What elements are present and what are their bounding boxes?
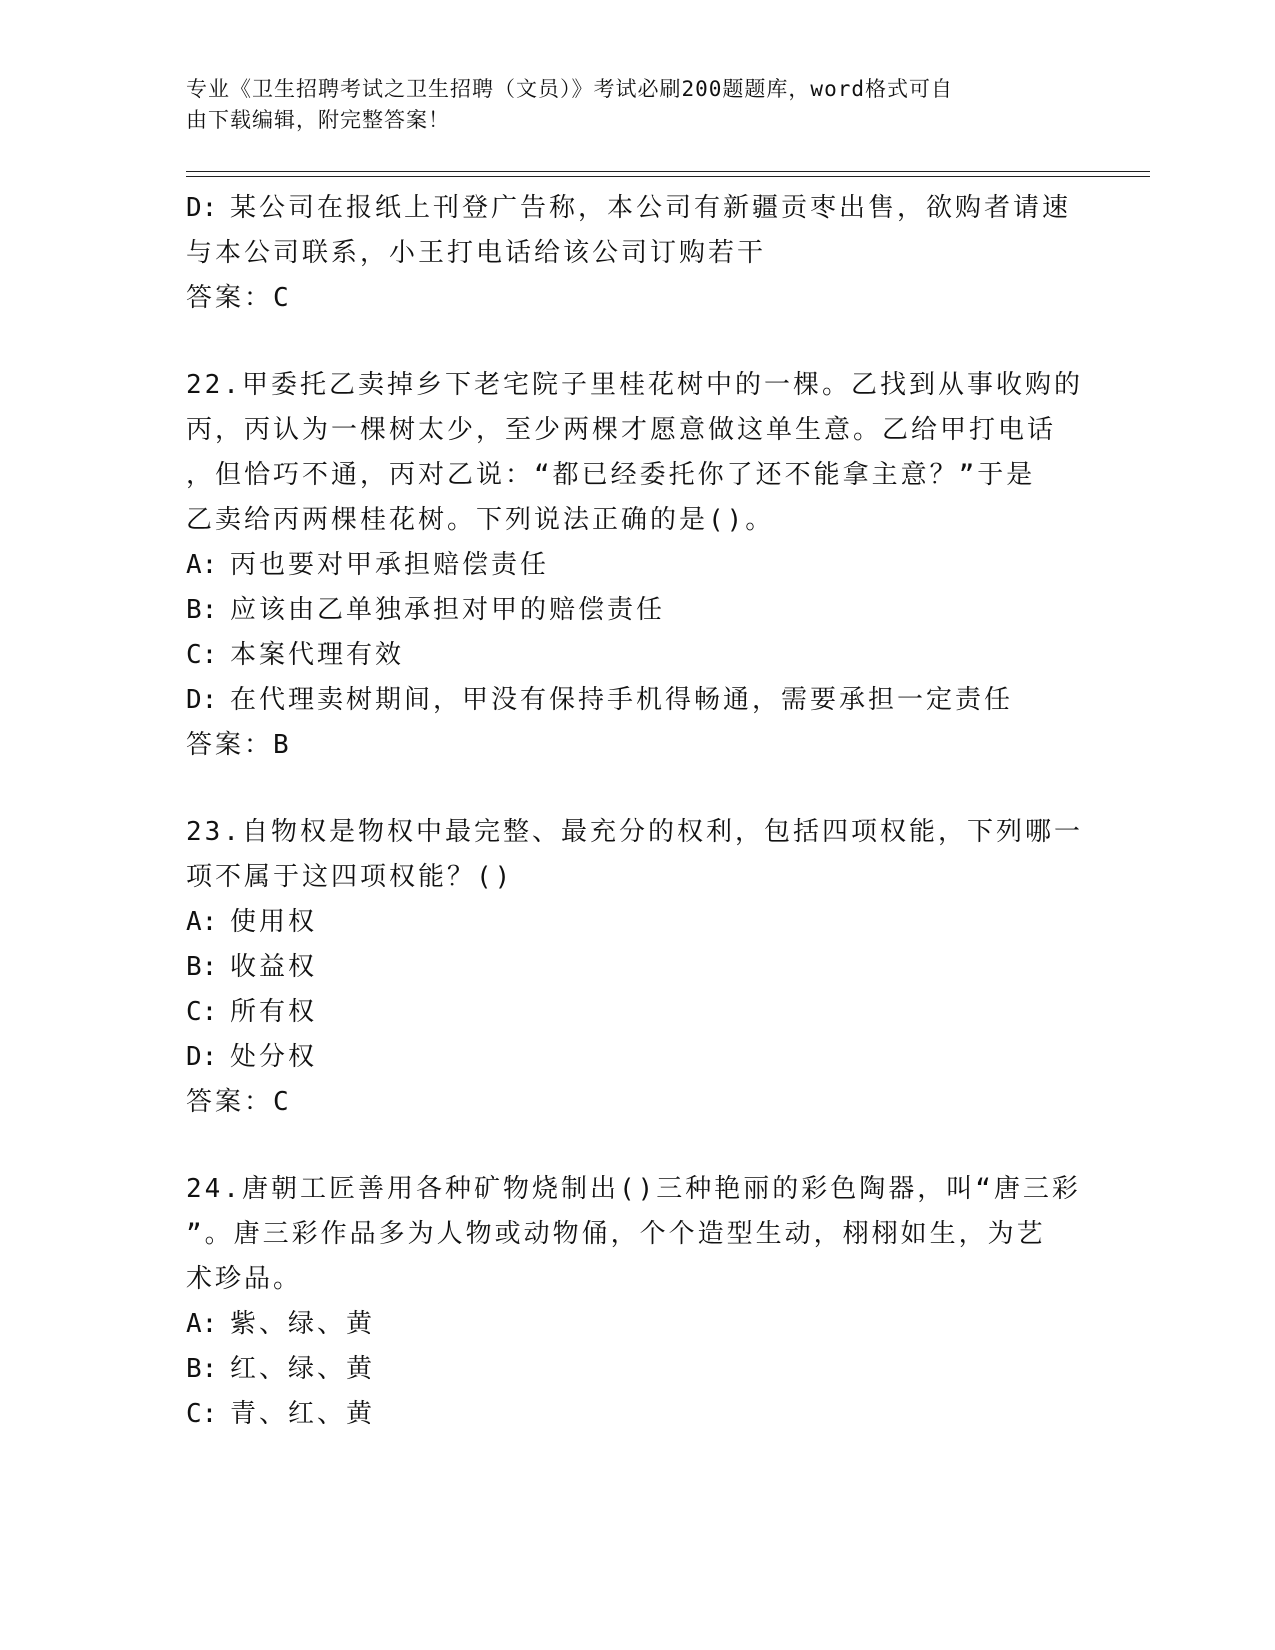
question-23 <box>186 810 1086 1125</box>
header-line-2: 由下载编辑，附完整答案！ <box>186 108 450 132</box>
question-text: 项不属于这四项权能？() <box>186 862 514 892</box>
header-rule-bottom <box>186 176 1150 177</box>
option-c <box>186 990 1086 1035</box>
option-text: 应该由乙单独承担对甲的赔偿责任 <box>230 595 666 625</box>
option-a <box>186 543 1086 588</box>
option-c <box>186 633 1086 678</box>
option-label: D: <box>186 193 218 223</box>
question-24 <box>186 1167 1086 1437</box>
answer: 答案：C <box>186 283 292 313</box>
option-label: B: <box>186 952 218 982</box>
prev-option-d <box>186 186 1086 276</box>
question-text: ，但恰巧不通，丙对乙说：“都已经委托你了还不能拿主意？”于是 <box>186 460 1036 490</box>
option-label: A: <box>186 907 218 937</box>
page-header <box>186 74 1066 136</box>
option-label: B: <box>186 595 218 625</box>
option-b <box>186 588 1086 633</box>
question-text: 丙，丙认为一棵树太少，至少两棵才愿意做这单生意。乙给甲打电话 <box>186 415 1057 445</box>
option-text: 处分权 <box>230 1042 318 1072</box>
answer: 答案：B <box>186 730 292 760</box>
option-text: 使用权 <box>230 907 318 937</box>
option-text: 在代理卖树期间，甲没有保持手机得畅通，需要承担一定责任 <box>230 685 1014 715</box>
option-text: 某公司在报纸上刊登广告称，本公司有新疆贡枣出售，欲购者请速 <box>230 193 1072 223</box>
option-text: 收益权 <box>230 952 318 982</box>
option-label: D: <box>186 1042 218 1072</box>
question-text: 乙卖给丙两棵桂花树。下列说法正确的是()。 <box>186 505 775 535</box>
option-label: C: <box>186 1399 218 1429</box>
option-text: 青、红、黄 <box>230 1399 376 1429</box>
question-text: 23.自物权是物权中最完整、最充分的权利，包括四项权能，下列哪一 <box>186 817 1083 847</box>
option-text: 丙也要对甲承担赔偿责任 <box>230 550 550 580</box>
option-d <box>186 1035 1086 1080</box>
question-text: 24.唐朝工匠善用各种矿物烧制出()三种艳丽的彩色陶器，叫“唐三彩 <box>186 1174 1081 1204</box>
option-label: A: <box>186 1309 218 1339</box>
option-a <box>186 900 1086 945</box>
question-text: 术珍品。 <box>186 1264 303 1294</box>
option-label: C: <box>186 640 218 670</box>
option-label: A: <box>186 550 218 580</box>
answer: 答案：C <box>186 1087 292 1117</box>
option-label: C: <box>186 997 218 1027</box>
question-22 <box>186 363 1086 768</box>
option-text: 本案代理有效 <box>230 640 405 670</box>
option-text-cont: 与本公司联系，小王打电话给该公司订购若干 <box>186 238 767 268</box>
option-a <box>186 1302 1086 1347</box>
option-d <box>186 678 1086 723</box>
option-label: D: <box>186 685 218 715</box>
option-b <box>186 945 1086 990</box>
question-text: 22.甲委托乙卖掉乡下老宅院子里桂花树中的一棵。乙找到从事收购的 <box>186 370 1083 400</box>
option-c <box>186 1392 1086 1437</box>
question-text: ”。唐三彩作品多为人物或动物俑，个个造型生动，栩栩如生，为艺 <box>186 1219 1046 1249</box>
option-label: B: <box>186 1354 218 1384</box>
option-text: 紫、绿、黄 <box>230 1309 376 1339</box>
option-text: 红、绿、黄 <box>230 1354 376 1384</box>
header-line-1: 专业《卫生招聘考试之卫生招聘（文员）》考试必刷200题题库，word格式可自 <box>186 77 953 101</box>
header-rule-top <box>186 171 1150 172</box>
document-body <box>186 186 1086 1437</box>
option-b <box>186 1347 1086 1392</box>
option-text: 所有权 <box>230 997 318 1027</box>
